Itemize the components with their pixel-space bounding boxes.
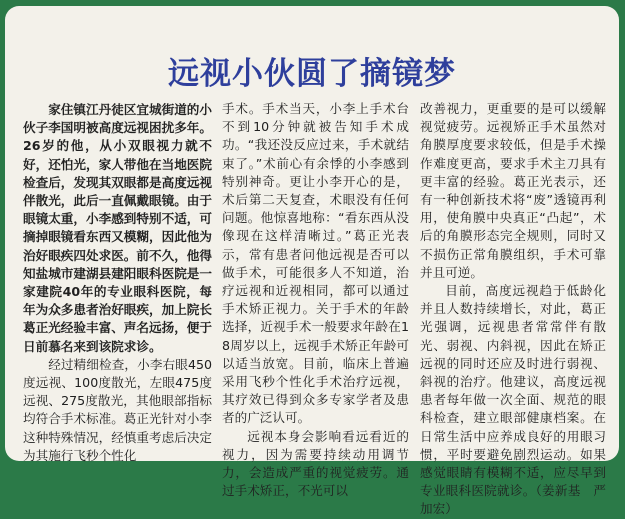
article-column-3 <box>420 100 606 519</box>
article-paragraph: 改善视力，更重要的是可以缓解视觉疲劳。远视矫正手术虽然对角膜厚度要求较低，但是手术操作难度更高，要求手术主刀具有更丰富的经验。葛正光表示，还有一种创新技术将“废”透镜再利用，使角膜中央真正“凸起”，术后的角膜形态完全规则，同时又不损伤正常角膜组织，手术可靠并且可逆。 <box>420 101 606 280</box>
article-column-2 <box>222 100 409 500</box>
article-paragraph: 目前，高度远视趋于低龄化并且人数持续增长，对此，葛正光强调，远视患者常常伴有散光、弱视、内斜视，因此在矫正远视的同时还应及时进行弱视、斜视的治疗。他建议，高度远视患者每年做一次全面、规范的眼科检查，建立眼部健康档案。在日常生活中应养成良好的用眼习惯，平时要避免剧烈运动。如果感觉眼睛有模糊不适，应尽早到专业眼科医院就诊。（姜新基 严加宏） <box>420 283 606 517</box>
article-paragraph: 家住镇江丹徒区宜城街道的小伙子李国明被高度远视困扰多年。26岁的他，从小双眼视力就不好，还怕光，家人带他在当地医院检查后，发现其双眼都是高度远视伴散光，此后一直佩戴眼镜。由于眼镜太重，小李感到特别不适，可摘掉眼镜看东西又模糊，因此他为治好眼疾四处求医。前不久，他得知盐城市建湖县建阳眼科医院是一家建院40年的专业眼科医院，每年为众多患者治好眼疾，加上院长葛正光经验丰富、声名远扬，便于日前慕名来到该院求诊。 <box>23 102 212 354</box>
article-paragraph: 经过精细检查，小李右眼450度远视、100度散光，左眼475度远视、275度散光，其他眼部指标均符合手术标准。葛正光针对小李这种特殊情况，经慎重考虑后决定为其施行飞秒个性化 <box>23 356 212 463</box>
article-column-1 <box>23 101 212 465</box>
article-paragraph: 手术。手术当天，小李上手术台不到10分钟就被告知手术成功。“我还没反应过来，手术就结束了。”术前心有余悸的小李感到特别神奇。更让小李开心的是，术后第二天复查，术眼没有任何问题。他惊喜地称：“看东西从没像现在这样清晰过。”葛正光表示，常有患者问他远视是否可以做手术，可能很多人不知道，治疗远视和近视相同，都可以通过手术矫正视力。关于手术的年龄选择，近视手术一般要求年龄在18周岁以上，远视手术矫正年龄可以适当放宽。目前，临床上普遍采用飞秒个性化手术治疗远视，其疗效已得到众多专家学者及患者的广泛认可。 <box>222 101 409 426</box>
newspaper-clipping <box>5 6 619 517</box>
article-title: 远视小伙圆了摘镜梦 <box>168 56 456 92</box>
article-paragraph: 远视本身会影响看远看近的视力，因为需要持续动用调节力，会造成严重的视觉疲劳。通过手术矫正，不光可以 <box>222 428 409 499</box>
